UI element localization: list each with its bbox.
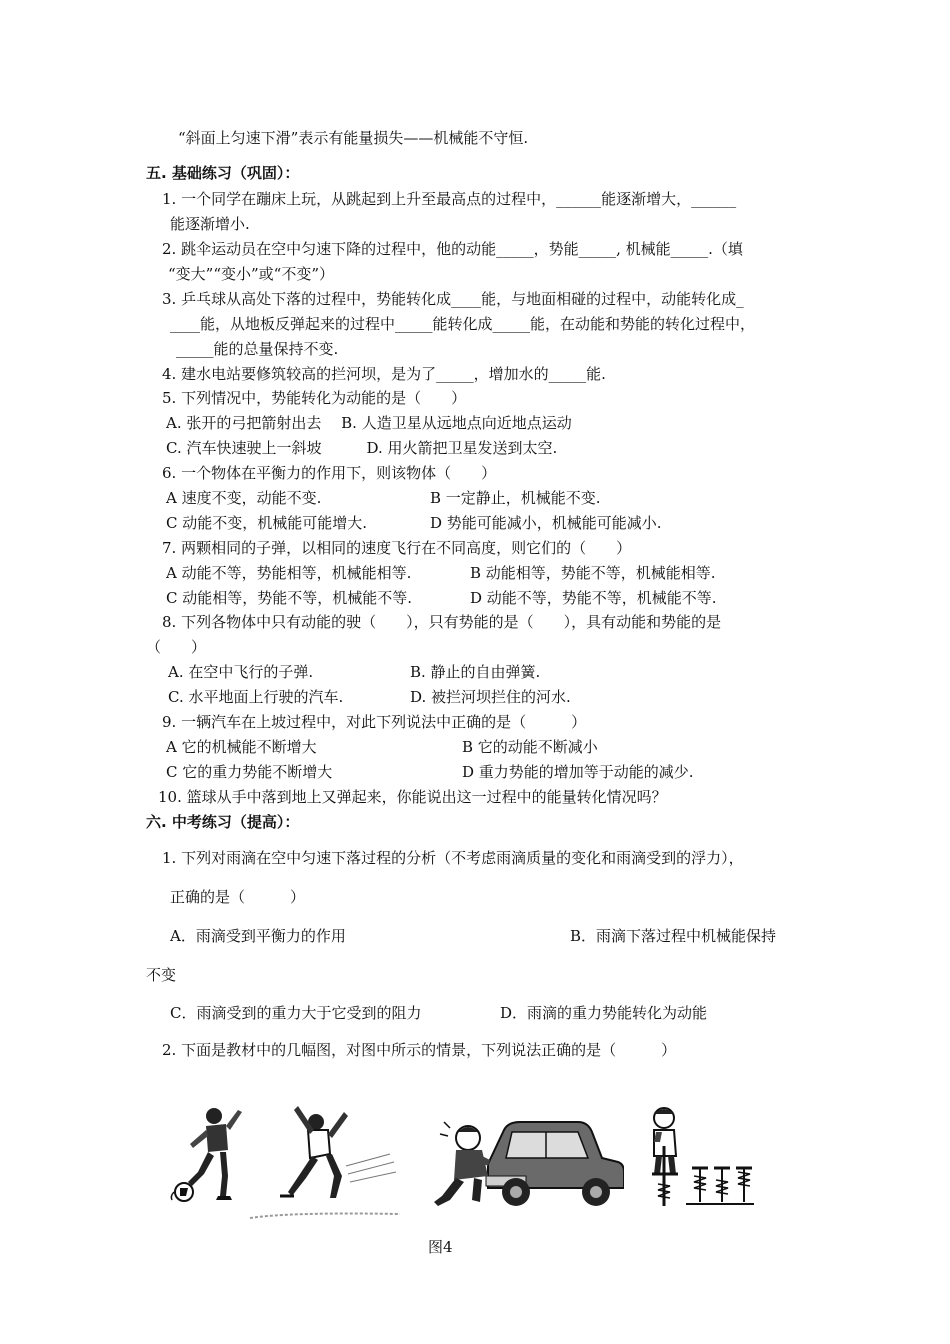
intro-note: “斜面上匀速下滑”表示有能量损失——机械能不守恒. <box>178 129 529 147</box>
s6-q1-line1: 1. 下列对雨滴在空中匀速下落过程的分析（不考虑雨滴质量的变化和雨滴受到的浮力）， <box>162 849 744 867</box>
s5-q9-option-b: B 它的动能不断减小 <box>462 738 598 756</box>
s5-q6: 6. 一个物体在平衡力的作用下，则该物体（ ） <box>162 464 497 482</box>
s5-q7-option-a: A 动能不等，势能相等，机械能相等. <box>166 564 412 582</box>
s6-q1-option-b: B．雨滴下落过程中机械能保持 <box>570 927 777 945</box>
s5-q1-line1: 1. 一个同学在蹦床上玩，从跳起到上升至最高点的过程中，______能逐渐增大，______ <box>162 190 737 208</box>
section6-heading: 六. 中考练习（提高）： <box>146 813 300 831</box>
s5-q7: 7. 两颗相同的子弹，以相同的速度飞行在不同高度，则它们的（ ） <box>162 539 632 557</box>
s5-q8-line2: （ ） <box>146 638 207 656</box>
figure-caption: 图4 <box>428 1238 453 1256</box>
s5-q7-option-b: B 动能相等，势能不等，机械能相等. <box>470 564 716 582</box>
s5-q5-options-cd: C. 汽车快速驶上一斜坡 D. 用火箭把卫星发送到太空. <box>166 439 558 457</box>
s5-q9-option-d: D 重力势能的增加等于动能的减少. <box>462 763 694 781</box>
s5-q8-option-a: A. 在空中飞行的子弹. <box>168 663 314 681</box>
s5-q9-option-c: C 它的重力势能不断增大 <box>166 763 333 781</box>
s5-q3-line2: ____能，从地板反弹起来的过程中_____能转化成_____能，在动能和势能的转化过程中， <box>170 315 756 333</box>
s5-q2-line1: 2. 跳伞运动员在空中匀速下降的过程中，他的动能_____，势能_____, 机械能_____.（填 <box>162 240 743 258</box>
s6-q2: 2. 下面是教材中的几幅图，对图中所示的情景，下列说法正确的是（ ） <box>162 1041 677 1059</box>
s6-q1-option-d: D．雨滴的重力势能转化为动能 <box>500 1004 708 1022</box>
s5-q8-line1: 8. 下列各物体中只有动能的驶（ ），只有势能的是（ ），具有动能和势能的是 <box>162 613 722 631</box>
s5-q6-option-d: D 势能可能减小，机械能可能减小. <box>430 514 662 532</box>
s5-q1-line2: 能逐渐增小. <box>170 215 250 233</box>
s5-q8-option-d: D. 被拦河坝拦住的河水. <box>410 688 571 706</box>
s5-q7-option-d: D 动能不等，势能不等，机械能不等. <box>470 589 717 607</box>
s5-q9: 9. 一辆汽车在上坡过程中，对此下列说法中正确的是（ ） <box>162 713 587 731</box>
s5-q6-option-b: B 一定静止，机械能不变. <box>430 489 601 507</box>
boy-pushing-car-illustration <box>428 1110 624 1215</box>
s5-q4: 4. 建水电站要修筑较高的拦河坝，是为了_____，增加水的_____能. <box>162 365 606 383</box>
s5-q2-line2: “变大”“变小”或“不变”） <box>168 265 335 283</box>
s5-q3-line3: _____能的总量保持不变. <box>176 340 339 358</box>
s5-q9-option-a: A 它的机械能不断增大 <box>166 738 317 756</box>
s5-q3-line1: 3. 乒乓球从高处下落的过程中，势能转化成____能，与地面相碰的过程中，动能转化成_ <box>162 290 744 308</box>
s6-q1-option-b-continued: 不变 <box>146 966 177 984</box>
s5-q8-option-c: C. 水平地面上行驶的汽车. <box>168 688 344 706</box>
s6-q1-option-a: A．雨滴受到平衡力的作用 <box>170 927 346 945</box>
s5-q7-option-c: C 动能相等，势能不等，机械能不等. <box>166 589 413 607</box>
s5-q5-options-ab: A. 张开的弓把箭射出去 B. 人造卫星从远地点向近地点运动 <box>166 414 572 432</box>
s5-q8-option-b: B. 静止的自由弹簧. <box>410 663 541 681</box>
pogo-stick-illustration <box>642 1102 754 1210</box>
s5-q5: 5. 下列情况中，势能转化为动能的是（ ） <box>162 389 467 407</box>
s5-q6-option-c: C 动能不变，机械能可能增大. <box>166 514 368 532</box>
long-jumper-illustration <box>250 1100 400 1225</box>
soccer-player-illustration <box>168 1100 248 1215</box>
s5-q6-option-a: A 速度不变，动能不变. <box>166 489 322 507</box>
s6-q1-option-c: C．雨滴受到的重力大于它受到的阻力 <box>170 1004 422 1022</box>
s5-q10: 10. 篮球从手中落到地上又弹起来，你能说出这一过程中的能量转化情况吗？ <box>158 788 667 806</box>
section5-heading: 五. 基础练习（巩固）： <box>146 164 300 182</box>
s6-q1-line2: 正确的是（ ） <box>170 888 306 906</box>
